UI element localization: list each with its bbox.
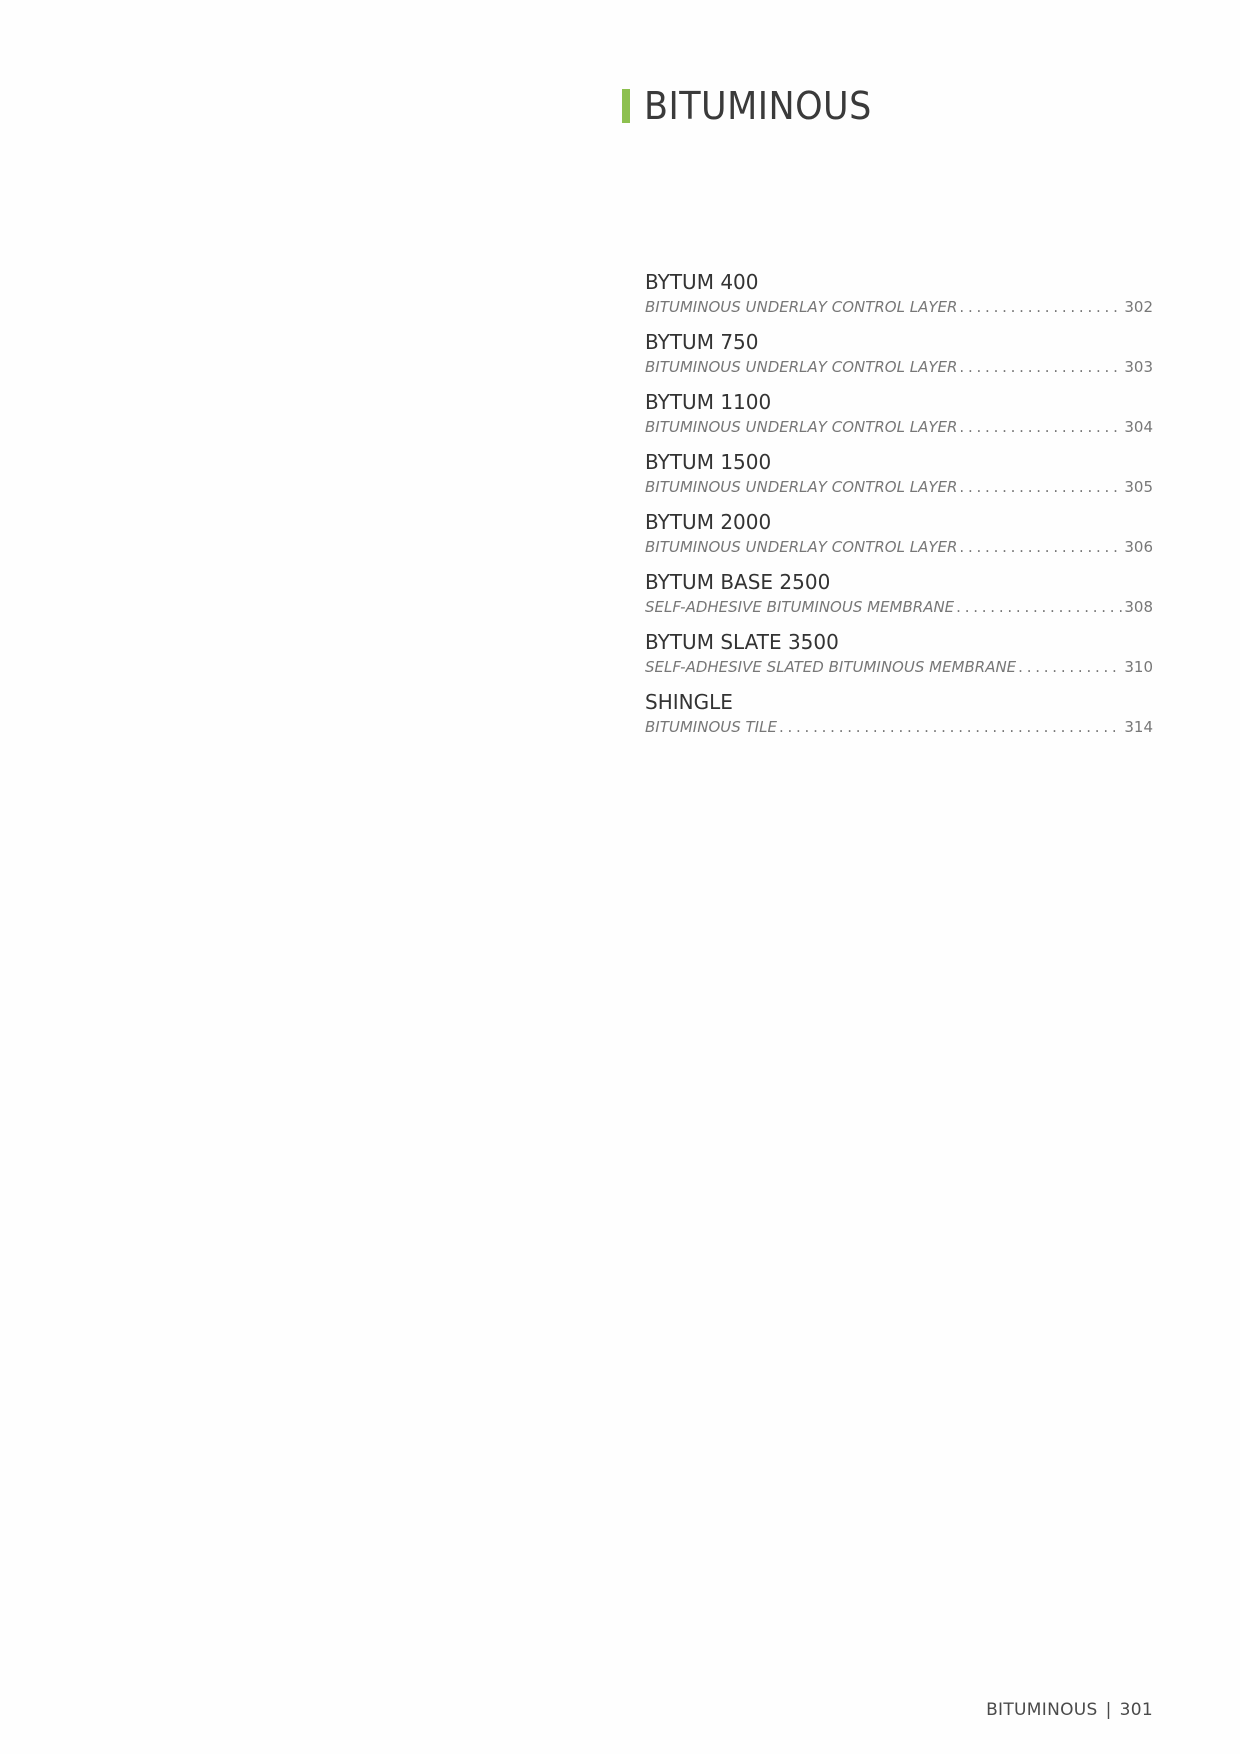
toc-entry-title: BYTUM BASE 2500	[645, 570, 831, 594]
toc-entry-title: SHINGLE	[645, 690, 733, 714]
toc-entry[interactable]	[645, 688, 1153, 748]
toc-entry-description: BITUMINOUS TILE	[645, 718, 777, 736]
toc-entry-description: SELF-ADHESIVE SLATED BITUMINOUS MEMBRANE	[645, 658, 1017, 676]
toc-entry-line	[645, 356, 1153, 378]
toc-entry[interactable]	[645, 628, 1153, 688]
toc-entry[interactable]	[645, 508, 1153, 568]
toc-entry-description: SELF-ADHESIVE BITUMINOUS MEMBRANE	[645, 598, 955, 616]
toc-entry-title: BYTUM 1500	[645, 450, 772, 474]
toc-entry-title: BYTUM 400	[645, 270, 759, 294]
dot-leader	[779, 716, 1122, 738]
toc-entry-description: BITUMINOUS UNDERLAY CONTROL LAYER	[645, 478, 958, 496]
footer-page-number: 301	[1119, 1700, 1153, 1720]
toc-entry-line	[645, 416, 1153, 438]
toc-entry-line	[645, 716, 1153, 738]
dot-leader	[959, 476, 1122, 498]
toc-entry-title: BYTUM 2000	[645, 510, 772, 534]
toc-entry-page: 303	[1124, 358, 1153, 376]
toc-entry[interactable]	[645, 448, 1153, 508]
toc-entry-page: 308	[1124, 598, 1153, 616]
footer-separator: |	[1105, 1700, 1112, 1720]
toc-entry-page: 310	[1124, 658, 1153, 676]
dot-leader	[959, 416, 1122, 438]
dot-leader	[959, 296, 1122, 318]
toc-entry-page: 314	[1124, 718, 1153, 736]
footer-section-label: BITUMINOUS	[986, 1700, 1098, 1720]
section-header	[622, 84, 892, 128]
toc-entry[interactable]	[645, 568, 1153, 628]
toc-entry-description: BITUMINOUS UNDERLAY CONTROL LAYER	[645, 418, 958, 436]
page-footer	[986, 1700, 1153, 1720]
toc-entry-page: 304	[1124, 418, 1153, 436]
dot-leader	[959, 536, 1122, 558]
toc-entry-line	[645, 656, 1153, 678]
toc-entry[interactable]	[645, 388, 1153, 448]
toc-entry-line	[645, 536, 1153, 558]
accent-bar	[622, 89, 630, 123]
toc-entry-page: 306	[1124, 538, 1153, 556]
toc-entry-description: BITUMINOUS UNDERLAY CONTROL LAYER	[645, 358, 958, 376]
table-of-contents	[645, 268, 1153, 748]
toc-entry-page: 305	[1124, 478, 1153, 496]
toc-entry-description: BITUMINOUS UNDERLAY CONTROL LAYER	[645, 298, 958, 316]
dot-leader	[959, 356, 1122, 378]
toc-entry-line	[645, 596, 1153, 618]
dot-leader	[956, 596, 1122, 618]
toc-entry-title: BYTUM 1100	[645, 390, 772, 414]
toc-entry-title: BYTUM SLATE 3500	[645, 630, 839, 654]
toc-entry-description: BITUMINOUS UNDERLAY CONTROL LAYER	[645, 538, 958, 556]
toc-entry[interactable]	[645, 328, 1153, 388]
toc-entry-line	[645, 476, 1153, 498]
toc-entry-page: 302	[1124, 298, 1153, 316]
toc-entry-title: BYTUM 750	[645, 330, 759, 354]
toc-entry[interactable]	[645, 268, 1153, 328]
dot-leader	[1018, 656, 1122, 678]
toc-entry-line	[645, 296, 1153, 318]
page-title: BITUMINOUS	[644, 84, 872, 128]
